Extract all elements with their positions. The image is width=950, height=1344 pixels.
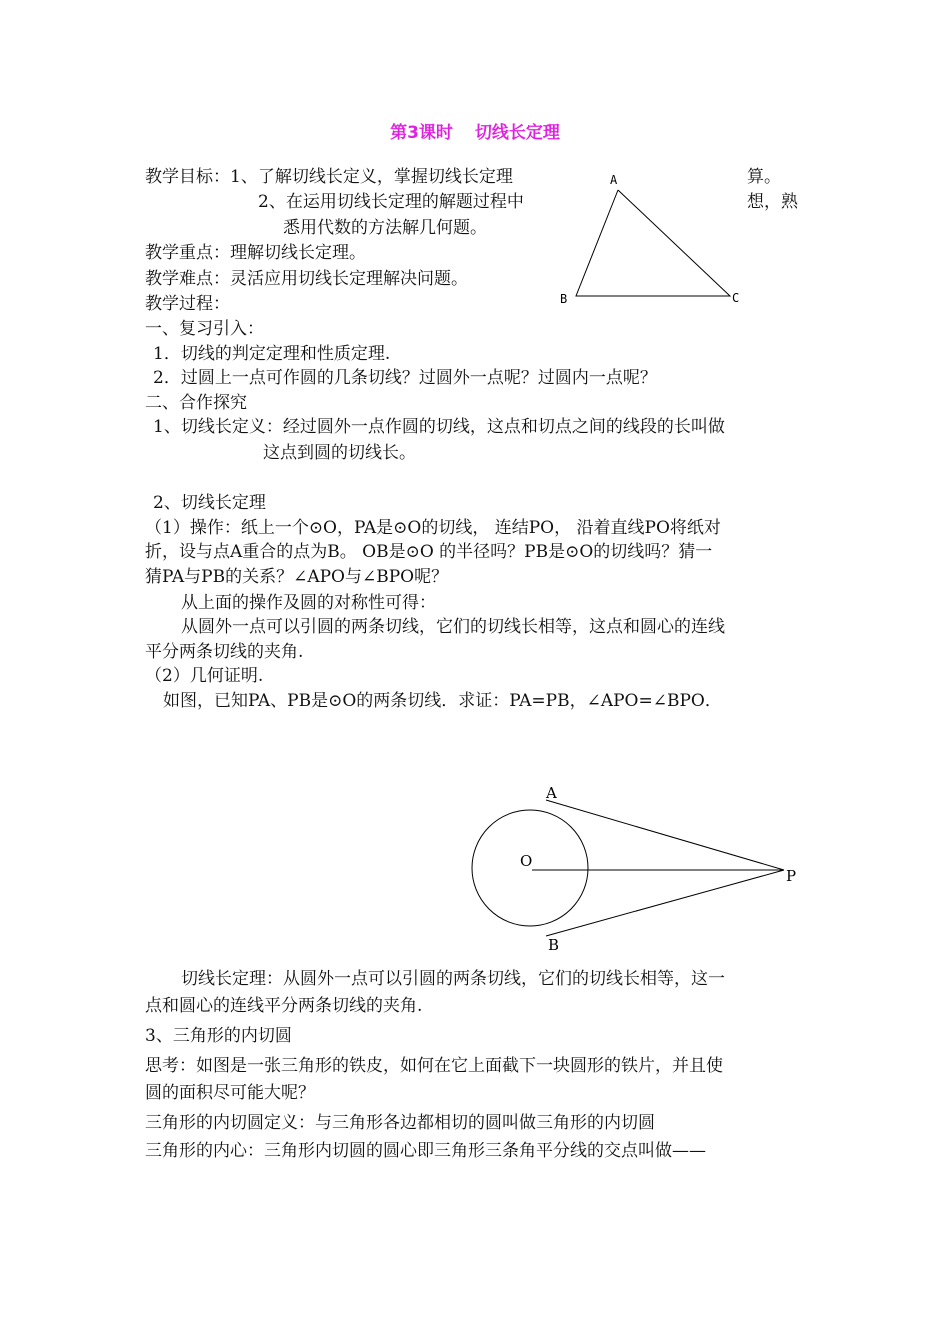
operation-line-2: 折，设与点A重合的点为B。 OB是⊙O 的半径吗？PB是⊙O的切线吗？猜一 xyxy=(145,542,713,562)
operation-line-3: 猜PA与PB的关系？∠APO与∠BPO呢？ xyxy=(145,567,449,587)
theorem-statement-1: 切线长定理：从圆外一点可以引圆的两条切线，它们的切线长相等，这一 xyxy=(181,969,725,989)
page-title xyxy=(0,118,950,143)
objectives-line-2-tail: 想，熟 xyxy=(747,192,798,212)
operation-line-1: （1）操作：纸上一个⊙O，PA是⊙O的切线， 连结PO， 沿着直线PO将纸对 xyxy=(145,518,721,538)
objectives-line-1-tail: 算。 xyxy=(747,167,781,187)
tangent-pb xyxy=(546,870,784,936)
tangent-figure xyxy=(460,778,810,958)
key-point: 教学重点：理解切线长定理。 xyxy=(145,243,366,263)
think-line-1: 思考：如图是一张三角形的铁皮，如何在它上面截下一块圆形的铁片，并且使 xyxy=(145,1056,723,1076)
lesson-topic: 切线长定理 xyxy=(474,123,560,143)
theorem-heading: 2、切线长定理 xyxy=(153,493,266,513)
proof-heading: （2）几何证明. xyxy=(145,666,264,686)
proof-text: 如图，已知PA、PB是⊙O的两条切线．求证：PA=PB，∠APO=∠BPO． xyxy=(163,691,722,711)
tangent-label-o: O xyxy=(520,852,533,870)
section3-heading: 3、三角形的内切圆 xyxy=(145,1026,292,1046)
lesson-number: 第3课时 xyxy=(390,123,453,143)
tangent-pa xyxy=(546,800,784,870)
tangent-label-b: B xyxy=(548,936,560,954)
objectives-line-1: 教学目标：1、了解切线长定义，掌握切线长定理 xyxy=(145,167,513,187)
section1-item-2: 2．过圆上一点可作圆的几条切线？过圆外一点呢？过圆内一点呢？ xyxy=(153,368,657,388)
theorem-statement-2: 点和圆心的连线平分两条切线的夹角. xyxy=(145,996,423,1016)
triangle-label-c: C xyxy=(732,291,740,305)
derive-line-2: 平分两条切线的夹角. xyxy=(145,642,304,662)
tangent-label-p: P xyxy=(786,867,797,885)
tangent-label-a: A xyxy=(546,784,557,802)
think-line-2: 圆的面积尽可能大呢？ xyxy=(145,1083,315,1103)
incircle-definition: 三角形的内切圆定义：与三角形各边都相切的圆叫做三角形的内切圆 xyxy=(145,1113,655,1133)
triangle-figure xyxy=(550,168,750,308)
triangle-label-a: A xyxy=(610,173,618,187)
objectives-line-2: 2、在运用切线长定理的解题过程中 xyxy=(258,192,524,212)
process-heading: 教学过程： xyxy=(145,294,230,314)
incenter-definition: 三角形的内心：三角形内切圆的圆心即三角形三条角平分线的交点叫做—— xyxy=(145,1141,706,1161)
derive-line-1: 从圆外一点可以引圆的两条切线，它们的切线长相等，这点和圆心的连线 xyxy=(181,617,725,637)
section1-item-1: 1．切线的判定定理和性质定理. xyxy=(153,344,391,364)
tangent-length-definition-2: 这点到圆的切线长。 xyxy=(263,443,416,463)
derive-intro: 从上面的操作及圆的对称性可得： xyxy=(181,593,436,613)
section1-heading: 一、复习引入： xyxy=(145,319,264,339)
objectives-line-3: 悉用代数的方法解几何题。 xyxy=(283,218,487,238)
triangle-outline xyxy=(576,190,730,296)
triangle-label-b: B xyxy=(560,292,568,306)
tangent-length-definition-1: 1、切线长定义：经过圆外一点作圆的切线，这点和切点之间的线段的长叫做 xyxy=(153,417,725,437)
difficulty: 教学难点：灵活应用切线长定理解决问题。 xyxy=(145,269,468,289)
section2-heading: 二、合作探究 xyxy=(145,393,247,413)
